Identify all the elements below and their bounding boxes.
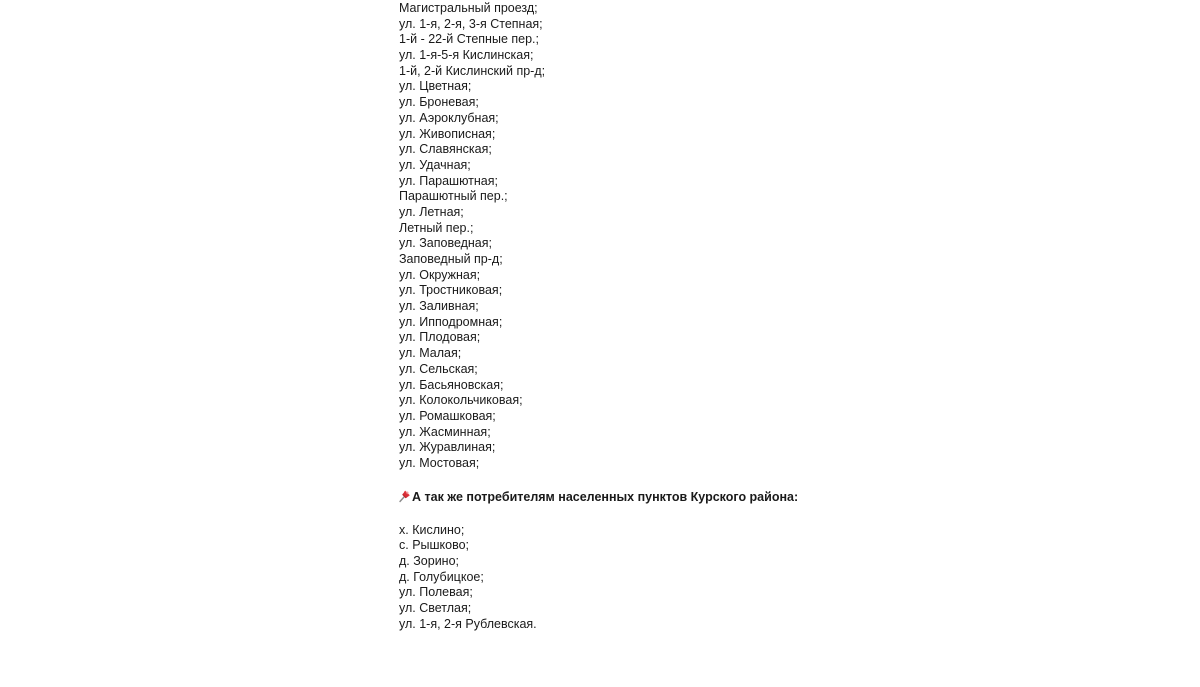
list-item: ул. Окружная; — [399, 267, 481, 282]
notice-text: А так же потребителям населенных пунктов Курского района: — [412, 489, 799, 504]
list-item: 1-й - 22-й Степные пер.; — [399, 32, 539, 47]
list-item: ул. Парашютная; — [399, 173, 499, 188]
list-item: ул. Жасминная; — [399, 424, 491, 439]
list-item: ул. Удачная; — [399, 157, 471, 172]
settlements-list — [399, 523, 899, 633]
spacer — [399, 505, 899, 523]
list-item: ул. Живописная; — [399, 126, 496, 141]
list-item: Парашютный пер.; — [399, 189, 508, 204]
list-item: ул. Цветная; — [399, 79, 472, 94]
pushpin-icon — [398, 489, 411, 503]
list-item: ул. Летная; — [399, 204, 464, 219]
list-item: ул. Басьяновская; — [399, 377, 504, 392]
list-item: ул. Малая; — [399, 346, 462, 361]
list-item: с. Рышково; — [399, 538, 470, 553]
list-item: ул. Ипподромная; — [399, 314, 503, 329]
list-item: ул. Заповедная; — [399, 236, 493, 251]
list-item: ул. Аэроклубная; — [399, 110, 499, 125]
list-item: Магистральный проезд; — [399, 1, 538, 15]
list-item: ул. Заливная; — [399, 299, 479, 314]
list-item: ул. Плодовая; — [399, 330, 481, 345]
list-item: х. Кислино; — [399, 522, 465, 537]
list-item: ул. Ромашковая; — [399, 408, 496, 423]
list-item: ул. 1-я, 2-я, 3-я Степная; — [399, 16, 543, 31]
list-item: ул. Колокольчиковая; — [399, 393, 523, 408]
list-item: д. Зорино; — [399, 554, 460, 568]
list-item: Летный пер.; — [399, 220, 474, 235]
list-item: ул. Сельская; — [399, 361, 478, 376]
notice-heading — [399, 489, 899, 505]
list-item: ул. Славянская; — [399, 142, 492, 157]
list-item: ул. 1-я, 2-я Рублевская. — [399, 616, 537, 631]
list-item: 1-й, 2-й Кислинский пр-д; — [399, 63, 546, 78]
outage-address-list — [399, 1, 899, 632]
spacer — [399, 472, 899, 488]
list-item: Заповедный пр-д; — [399, 252, 503, 266]
list-item: ул. Тростниковая; — [399, 283, 503, 298]
list-item: ул. Светлая; — [399, 601, 472, 616]
list-item: ул. Журавлиная; — [399, 440, 496, 455]
list-item: ул. Броневая; — [399, 95, 479, 110]
streets-list — [399, 1, 899, 472]
list-item: ул. Мостовая; — [399, 455, 480, 470]
list-item: ул. Полевая; — [399, 585, 473, 600]
list-item: д. Голубицкое; — [399, 569, 484, 584]
list-item: ул. 1-я-5-я Кислинская; — [399, 48, 534, 63]
